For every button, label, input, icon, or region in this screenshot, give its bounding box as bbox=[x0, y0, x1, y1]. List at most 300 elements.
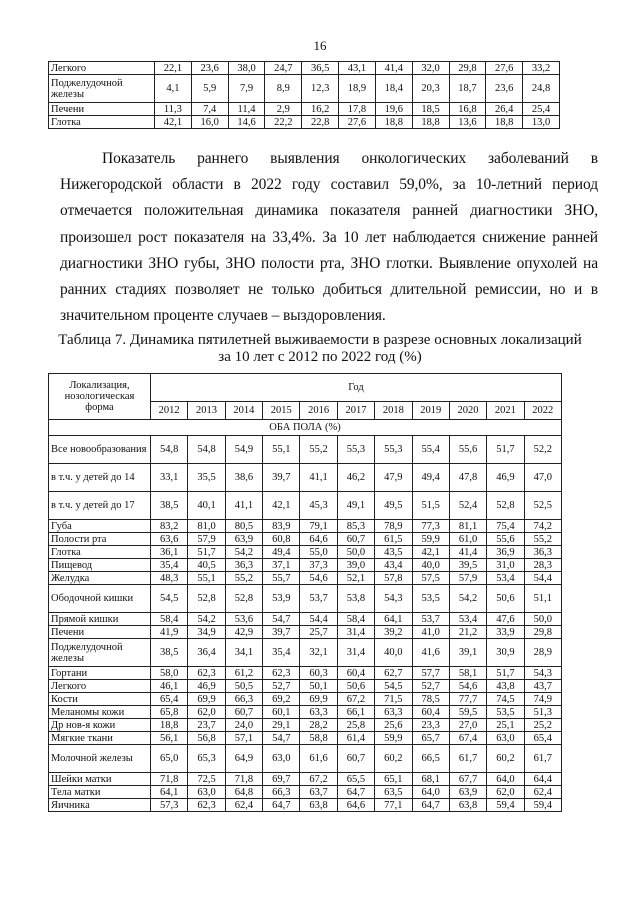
year-2022: 2022 bbox=[524, 402, 561, 420]
table-cell: 54,3 bbox=[524, 667, 561, 680]
table-cell: 51,7 bbox=[487, 667, 524, 680]
table-cell: 46,9 bbox=[188, 680, 225, 693]
table-cell: 61,4 bbox=[337, 732, 374, 745]
table-cell: 65,5 bbox=[337, 773, 374, 786]
row-label: Шейки матки bbox=[49, 773, 151, 786]
table-cell: 23,6 bbox=[486, 75, 523, 103]
row-label: Поджелудочной железы bbox=[49, 75, 155, 103]
table-cell: 39,0 bbox=[337, 559, 374, 572]
table-cell: 60,2 bbox=[375, 745, 412, 773]
table-row bbox=[49, 533, 562, 546]
table-cell: 42,1 bbox=[412, 546, 449, 559]
table-cell: 29,8 bbox=[449, 62, 486, 75]
table-cell: 36,4 bbox=[188, 639, 225, 667]
year-2012: 2012 bbox=[151, 402, 188, 420]
table-cell: 25,2 bbox=[524, 719, 561, 732]
table-row bbox=[49, 732, 562, 745]
table-cell: 77,3 bbox=[412, 520, 449, 533]
table-row bbox=[49, 116, 560, 129]
table-cell: 41,1 bbox=[300, 464, 337, 492]
table-cell: 58,4 bbox=[151, 613, 188, 626]
table-cell: 25,4 bbox=[523, 103, 560, 116]
table-cell: 58,8 bbox=[300, 732, 337, 745]
table-cell: 52,7 bbox=[263, 680, 300, 693]
row-label: Печени bbox=[49, 626, 151, 639]
table-cell: 5,9 bbox=[191, 75, 228, 103]
row-label: Полости рта bbox=[49, 533, 151, 546]
table-cell: 32,0 bbox=[412, 62, 449, 75]
table-row bbox=[49, 585, 562, 613]
table-cell: 14,6 bbox=[228, 116, 265, 129]
table-cell: 54,2 bbox=[225, 546, 262, 559]
table-cell: 38,6 bbox=[225, 464, 262, 492]
table-cell: 19,6 bbox=[375, 103, 412, 116]
table-cell: 25,8 bbox=[337, 719, 374, 732]
table-cell: 68,1 bbox=[412, 773, 449, 786]
table-cell: 54,2 bbox=[449, 585, 486, 613]
table-cell: 11,3 bbox=[155, 103, 192, 116]
year-2014: 2014 bbox=[225, 402, 262, 420]
row-label: Меланомы кожи bbox=[49, 706, 151, 719]
table-cell: 51,3 bbox=[524, 706, 561, 719]
row-label: Мягкие ткани bbox=[49, 732, 151, 745]
table-cell: 49,5 bbox=[375, 492, 412, 520]
table-cell: 63,8 bbox=[449, 799, 486, 812]
page-number: 16 bbox=[313, 38, 327, 53]
year-2019: 2019 bbox=[412, 402, 449, 420]
table-row bbox=[49, 773, 562, 786]
table-cell: 57,9 bbox=[188, 533, 225, 546]
caption-line-2: за 10 лет с 2012 по 2022 год (%) bbox=[218, 349, 422, 365]
table-cell: 33,2 bbox=[523, 62, 560, 75]
table-cell: 64,4 bbox=[524, 773, 561, 786]
table-cell: 36,1 bbox=[151, 546, 188, 559]
table-cell: 55,2 bbox=[300, 436, 337, 464]
table-cell: 81,0 bbox=[188, 520, 225, 533]
table-cell: 54,4 bbox=[524, 572, 561, 585]
table-row bbox=[49, 75, 560, 103]
row-label: Ободочной кишки bbox=[49, 585, 151, 613]
table-cell: 67,4 bbox=[449, 732, 486, 745]
table-cell: 64,1 bbox=[151, 786, 188, 799]
table-cell: 50,6 bbox=[487, 585, 524, 613]
table-cell: 54,7 bbox=[263, 613, 300, 626]
table-cell: 63,0 bbox=[487, 732, 524, 745]
table-cell: 61,7 bbox=[449, 745, 486, 773]
row-label: Др нов-я кожи bbox=[49, 719, 151, 732]
table-cell: 46,1 bbox=[151, 680, 188, 693]
table-cell: 53,7 bbox=[300, 585, 337, 613]
table-cell: 2,9 bbox=[265, 103, 302, 116]
table-cell: 53,7 bbox=[412, 613, 449, 626]
table-cell: 24,0 bbox=[225, 719, 262, 732]
table-cell: 28,2 bbox=[300, 719, 337, 732]
table-cell: 55,0 bbox=[300, 546, 337, 559]
table-cell: 53,4 bbox=[487, 572, 524, 585]
table-cell: 77,7 bbox=[449, 693, 486, 706]
row-label: Печени bbox=[49, 103, 155, 116]
table-row bbox=[49, 62, 560, 75]
table-cell: 24,8 bbox=[523, 75, 560, 103]
table-cell: 23,6 bbox=[191, 62, 228, 75]
table-cell: 63,3 bbox=[300, 706, 337, 719]
table-cell: 47,9 bbox=[375, 464, 412, 492]
table-cell: 57,7 bbox=[412, 667, 449, 680]
table-cell: 62,3 bbox=[188, 667, 225, 680]
table-cell: 54,8 bbox=[151, 436, 188, 464]
table-cell: 83,9 bbox=[263, 520, 300, 533]
table-row bbox=[49, 626, 562, 639]
table-cell: 65,4 bbox=[151, 693, 188, 706]
table-cell: 7,9 bbox=[228, 75, 265, 103]
table-cell: 63,7 bbox=[300, 786, 337, 799]
row-label: в т.ч. у детей до 14 bbox=[49, 464, 151, 492]
table-cell: 33,9 bbox=[487, 626, 524, 639]
table-cell: 42,9 bbox=[225, 626, 262, 639]
table-cell: 36,3 bbox=[524, 546, 561, 559]
table-cell: 22,8 bbox=[302, 116, 339, 129]
table-cell: 62,3 bbox=[188, 799, 225, 812]
table-cell: 40,0 bbox=[412, 559, 449, 572]
table-cell: 32,1 bbox=[300, 639, 337, 667]
table-cell: 77,1 bbox=[375, 799, 412, 812]
table-cell: 43,8 bbox=[487, 680, 524, 693]
table-cell: 52,8 bbox=[225, 585, 262, 613]
table-cell: 60,1 bbox=[263, 706, 300, 719]
table-cell: 18,7 bbox=[449, 75, 486, 103]
table-cell: 25,1 bbox=[487, 719, 524, 732]
table-row bbox=[49, 639, 562, 667]
table-cell: 54,2 bbox=[188, 613, 225, 626]
table-7-survival bbox=[48, 373, 562, 812]
table-cell: 64,0 bbox=[487, 773, 524, 786]
table-cell: 64,0 bbox=[412, 786, 449, 799]
table-cell: 50,0 bbox=[524, 613, 561, 626]
table-cell: 74,9 bbox=[524, 693, 561, 706]
table-cell: 28,9 bbox=[524, 639, 561, 667]
table-cell: 39,1 bbox=[449, 639, 486, 667]
table-cell: 54,9 bbox=[225, 436, 262, 464]
table-cell: 38,5 bbox=[151, 492, 188, 520]
table-row bbox=[49, 799, 562, 812]
table-cell: 22,2 bbox=[265, 116, 302, 129]
table-cell: 48,3 bbox=[151, 572, 188, 585]
table-cell: 62,4 bbox=[524, 786, 561, 799]
table-row bbox=[49, 680, 562, 693]
table-cell: 66,5 bbox=[412, 745, 449, 773]
table-cell: 71,8 bbox=[225, 773, 262, 786]
table-cell: 54,5 bbox=[375, 680, 412, 693]
table-cell: 55,7 bbox=[263, 572, 300, 585]
table-cell: 63,9 bbox=[449, 786, 486, 799]
table-row bbox=[49, 572, 562, 585]
table-cell: 29,8 bbox=[524, 626, 561, 639]
table-cell: 50,1 bbox=[300, 680, 337, 693]
table-cell: 40,5 bbox=[188, 559, 225, 572]
table-cell: 60,7 bbox=[337, 745, 374, 773]
table-cell: 56,8 bbox=[188, 732, 225, 745]
table-cell: 55,3 bbox=[337, 436, 374, 464]
table-cell: 64,7 bbox=[412, 799, 449, 812]
table-cell: 55,2 bbox=[225, 572, 262, 585]
table-cell: 42,1 bbox=[155, 116, 192, 129]
table-cell: 58,0 bbox=[151, 667, 188, 680]
table-cell: 36,9 bbox=[487, 546, 524, 559]
table-row bbox=[49, 719, 562, 732]
table-cell: 57,5 bbox=[412, 572, 449, 585]
table-cell: 24,7 bbox=[265, 62, 302, 75]
table-cell: 61,0 bbox=[449, 533, 486, 546]
table-cell: 39,5 bbox=[449, 559, 486, 572]
table-cell: 37,3 bbox=[300, 559, 337, 572]
table-cell: 60,7 bbox=[225, 706, 262, 719]
table-cell: 41,9 bbox=[151, 626, 188, 639]
table-cell: 34,1 bbox=[225, 639, 262, 667]
table-cell: 21,2 bbox=[449, 626, 486, 639]
table-cell: 64,9 bbox=[225, 745, 262, 773]
table-cell: 41,4 bbox=[375, 62, 412, 75]
table-row bbox=[49, 693, 562, 706]
table-cell: 65,4 bbox=[524, 732, 561, 745]
table-cell: 18,4 bbox=[375, 75, 412, 103]
table-cell: 54,6 bbox=[300, 572, 337, 585]
year-2021: 2021 bbox=[487, 402, 524, 420]
table-cell: 58,1 bbox=[449, 667, 486, 680]
table-cell: 16,0 bbox=[191, 116, 228, 129]
table-7-caption bbox=[40, 332, 600, 366]
table-cell: 55,1 bbox=[188, 572, 225, 585]
table-cell: 54,4 bbox=[300, 613, 337, 626]
table-cell: 65,8 bbox=[151, 706, 188, 719]
table-cell: 61,5 bbox=[375, 533, 412, 546]
table-cell: 38,5 bbox=[151, 639, 188, 667]
table-cell: 64,8 bbox=[225, 786, 262, 799]
row-label: Глотка bbox=[49, 546, 151, 559]
row-label: Пищевод bbox=[49, 559, 151, 572]
table-cell: 66,1 bbox=[337, 706, 374, 719]
row-label: Все новообразования bbox=[49, 436, 151, 464]
table-cell: 18,8 bbox=[375, 116, 412, 129]
table-cell: 67,2 bbox=[337, 693, 374, 706]
table-cell: 42,1 bbox=[263, 492, 300, 520]
table-cell: 35,4 bbox=[151, 559, 188, 572]
table-cell: 75,4 bbox=[487, 520, 524, 533]
table-cell: 25,6 bbox=[375, 719, 412, 732]
table-cell: 47,0 bbox=[524, 464, 561, 492]
table-cell: 60,2 bbox=[487, 745, 524, 773]
table-cell: 61,6 bbox=[300, 745, 337, 773]
year-2017: 2017 bbox=[337, 402, 374, 420]
table-cell: 31,4 bbox=[337, 626, 374, 639]
table-row bbox=[49, 492, 562, 520]
table-cell: 60,8 bbox=[263, 533, 300, 546]
table-cell: 55,3 bbox=[375, 436, 412, 464]
table-cell: 18,8 bbox=[412, 116, 449, 129]
year-header: Год bbox=[151, 374, 562, 402]
table-cell: 49,1 bbox=[337, 492, 374, 520]
table-row bbox=[49, 546, 562, 559]
row-label: в т.ч. у детей до 17 bbox=[49, 492, 151, 520]
table-cell: 64,7 bbox=[263, 799, 300, 812]
table-cell: 65,0 bbox=[151, 745, 188, 773]
table-cell: 50,6 bbox=[337, 680, 374, 693]
table-cell: 27,0 bbox=[449, 719, 486, 732]
table-cell: 34,9 bbox=[188, 626, 225, 639]
table-cell: 61,7 bbox=[524, 745, 561, 773]
table-cell: 41,1 bbox=[225, 492, 262, 520]
table-cell: 40,1 bbox=[188, 492, 225, 520]
table-cell: 60,3 bbox=[300, 667, 337, 680]
table-cell: 64,6 bbox=[300, 533, 337, 546]
table-cell: 57,9 bbox=[449, 572, 486, 585]
table-cell: 35,5 bbox=[188, 464, 225, 492]
table-cell: 18,8 bbox=[151, 719, 188, 732]
table-cell: 18,8 bbox=[486, 116, 523, 129]
table-cell: 54,8 bbox=[188, 436, 225, 464]
table-cell: 49,4 bbox=[263, 546, 300, 559]
section-row-both-sexes: ОБА ПОЛА (%) bbox=[49, 420, 562, 436]
table-cell: 60,4 bbox=[412, 706, 449, 719]
table-cell: 37,1 bbox=[263, 559, 300, 572]
table-cell: 52,1 bbox=[337, 572, 374, 585]
table-row bbox=[49, 436, 562, 464]
table-cell: 43,4 bbox=[375, 559, 412, 572]
table-cell: 52,4 bbox=[449, 492, 486, 520]
table-cell: 20,3 bbox=[412, 75, 449, 103]
row-label: Молочной железы bbox=[49, 745, 151, 773]
table-cell: 53,5 bbox=[412, 585, 449, 613]
table-cell: 62,7 bbox=[375, 667, 412, 680]
table-cell: 47,8 bbox=[449, 464, 486, 492]
table-cell: 7,4 bbox=[191, 103, 228, 116]
table-cell: 53,4 bbox=[449, 613, 486, 626]
table-cell: 65,7 bbox=[412, 732, 449, 745]
table-cell: 36,3 bbox=[225, 559, 262, 572]
table-cell: 63,3 bbox=[375, 706, 412, 719]
table-cell: 11,4 bbox=[228, 103, 265, 116]
table-cell: 43,7 bbox=[524, 680, 561, 693]
table-cell: 59,9 bbox=[375, 732, 412, 745]
table-cell: 64,6 bbox=[337, 799, 374, 812]
table-cell: 59,4 bbox=[524, 799, 561, 812]
table-cell: 62,0 bbox=[188, 706, 225, 719]
year-2015: 2015 bbox=[263, 402, 300, 420]
table-cell: 55,2 bbox=[524, 533, 561, 546]
table-cell: 18,9 bbox=[339, 75, 376, 103]
table-cell: 57,3 bbox=[151, 799, 188, 812]
table-cell: 47,6 bbox=[487, 613, 524, 626]
table-cell: 74,2 bbox=[524, 520, 561, 533]
table-cell: 50,0 bbox=[337, 546, 374, 559]
table-cell: 62,0 bbox=[487, 786, 524, 799]
table-cell: 66,3 bbox=[263, 786, 300, 799]
row-label: Легкого bbox=[49, 680, 151, 693]
table-cell: 39,2 bbox=[375, 626, 412, 639]
table-cell: 41,4 bbox=[449, 546, 486, 559]
table-cell: 64,7 bbox=[337, 786, 374, 799]
year-2013: 2013 bbox=[188, 402, 225, 420]
table-cell: 54,5 bbox=[151, 585, 188, 613]
table-cell: 23,7 bbox=[188, 719, 225, 732]
table-cell: 63,9 bbox=[225, 533, 262, 546]
table-cell: 35,4 bbox=[263, 639, 300, 667]
row-label: Прямой кишки bbox=[49, 613, 151, 626]
table-cell: 54,3 bbox=[375, 585, 412, 613]
table-row bbox=[49, 559, 562, 572]
table-cell: 52,5 bbox=[524, 492, 561, 520]
table-cell: 18,5 bbox=[412, 103, 449, 116]
table-cell: 59,4 bbox=[487, 799, 524, 812]
table-cell: 27,6 bbox=[486, 62, 523, 75]
table-cell: 59,9 bbox=[412, 533, 449, 546]
table-cell: 81,1 bbox=[449, 520, 486, 533]
row-label: Тела матки bbox=[49, 786, 151, 799]
table-cell: 57,8 bbox=[375, 572, 412, 585]
table-cell: 29,1 bbox=[263, 719, 300, 732]
row-label: Губа bbox=[49, 520, 151, 533]
row-label: Глотка bbox=[49, 116, 155, 129]
table-cell: 69,7 bbox=[263, 773, 300, 786]
table-cell: 51,5 bbox=[412, 492, 449, 520]
table-cell: 53,8 bbox=[337, 585, 374, 613]
table-cell: 62,4 bbox=[225, 799, 262, 812]
table-cell: 65,3 bbox=[188, 745, 225, 773]
table-cell: 4,1 bbox=[155, 75, 192, 103]
table-cell: 36,5 bbox=[302, 62, 339, 75]
table-cell: 71,8 bbox=[151, 773, 188, 786]
table-cell: 22,1 bbox=[155, 62, 192, 75]
table-cell: 53,9 bbox=[263, 585, 300, 613]
table-cell: 17,8 bbox=[339, 103, 376, 116]
corner-header: Локализация, нозологическая форма bbox=[49, 374, 151, 420]
table-cell: 23,3 bbox=[412, 719, 449, 732]
table-cell: 46,2 bbox=[337, 464, 374, 492]
table-cell: 62,3 bbox=[263, 667, 300, 680]
year-2016: 2016 bbox=[300, 402, 337, 420]
table-cell: 63,0 bbox=[188, 786, 225, 799]
table-cell: 55,4 bbox=[412, 436, 449, 464]
table-cell: 60,7 bbox=[337, 533, 374, 546]
table-cell: 63,0 bbox=[263, 745, 300, 773]
table-cell: 16,2 bbox=[302, 103, 339, 116]
table-cell: 56,1 bbox=[151, 732, 188, 745]
year-2020: 2020 bbox=[449, 402, 486, 420]
table-cell: 55,6 bbox=[487, 533, 524, 546]
table-6-continuation bbox=[48, 61, 560, 129]
table-cell: 38,0 bbox=[228, 62, 265, 75]
table-cell: 43,5 bbox=[375, 546, 412, 559]
table-cell: 67,7 bbox=[449, 773, 486, 786]
table-cell: 69,2 bbox=[263, 693, 300, 706]
table-cell: 28,3 bbox=[524, 559, 561, 572]
table-cell: 61,2 bbox=[225, 667, 262, 680]
table-cell: 85,3 bbox=[337, 520, 374, 533]
year-2018: 2018 bbox=[375, 402, 412, 420]
table-cell: 80,5 bbox=[225, 520, 262, 533]
table-cell: 51,7 bbox=[487, 436, 524, 464]
table-cell: 79,1 bbox=[300, 520, 337, 533]
table-cell: 65,1 bbox=[375, 773, 412, 786]
table-cell: 63,8 bbox=[300, 799, 337, 812]
table-cell: 60,4 bbox=[337, 667, 374, 680]
table-row bbox=[49, 520, 562, 533]
table-cell: 63,5 bbox=[375, 786, 412, 799]
table-row bbox=[49, 464, 562, 492]
table-row bbox=[49, 103, 560, 116]
table-cell: 16,8 bbox=[449, 103, 486, 116]
table-cell: 46,9 bbox=[487, 464, 524, 492]
row-label: Гортани bbox=[49, 667, 151, 680]
